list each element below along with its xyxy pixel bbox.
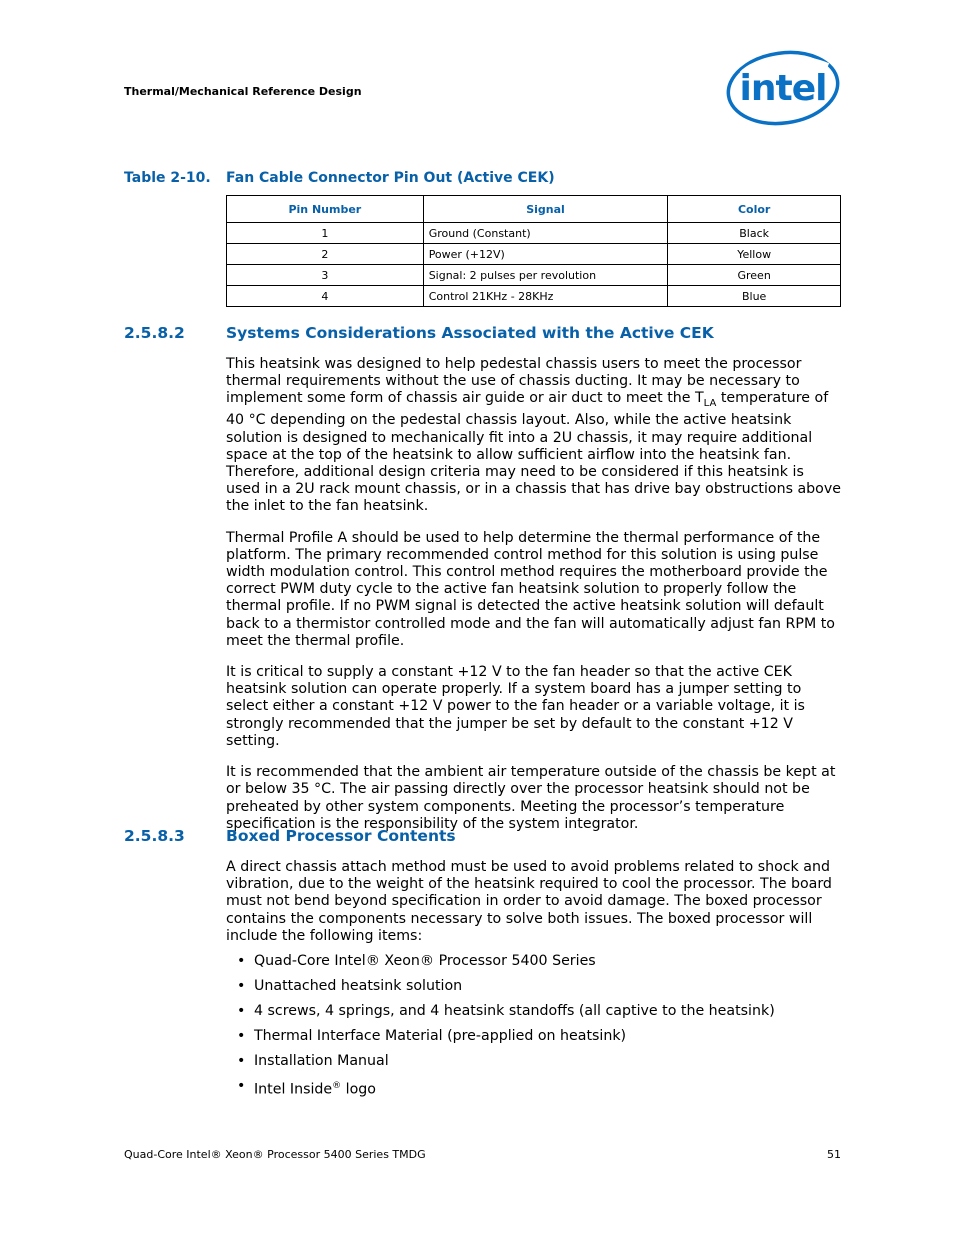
table-row	[227, 223, 841, 244]
color-cell: Black	[668, 223, 841, 244]
color-cell: Green	[668, 265, 841, 286]
section-number: 2.5.8.2	[124, 324, 185, 342]
paragraph: It is critical to supply a constant +12 V to the fan header so that the active CEK heatsink solution can operate properly. If a system board has a jumper setting to select either a constant +12 V power to the fan header or a variable voltage, it is strongly recommended that the jumper be set by default to the constant +12 V setting.	[226, 664, 805, 749]
pin-cell: 2	[227, 244, 424, 265]
column-header: Pin Number	[227, 196, 424, 223]
pin-out-table	[226, 195, 841, 307]
paragraph: Thermal Profile A should be used to help determine the thermal performance of the platform. The primary recommended control method for this solution is using pulse width modulation control. This control method requires the motherboard provide the correct PWM duty cycle to the active fan heatsink solution to properly follow the thermal profile. If no PWM signal is detected the active heatsink solution will default back to a thermistor controlled mode and the fan will automatically adjust fan RPM to meet the thermal profile.	[226, 529, 835, 649]
list-item	[226, 953, 842, 978]
list-item-text: Installation Manual	[254, 1053, 389, 1070]
list-item-text: 4 screws, 4 springs, and 4 heatsink standoffs (all captive to the heatsink)	[254, 1003, 775, 1020]
column-header: Signal	[423, 196, 668, 223]
paragraph	[226, 356, 842, 516]
bullet: •	[237, 978, 246, 995]
section-heading-2582	[124, 324, 714, 342]
subscript: LA	[703, 398, 717, 410]
pin-cell: 1	[227, 223, 424, 244]
list-item-text: Unattached heatsink solution	[254, 978, 463, 995]
signal-cell: Control 21KHz - 28KHz	[423, 286, 668, 307]
table-caption	[124, 170, 555, 186]
bullet: •	[237, 1028, 246, 1045]
bullet: •	[237, 1078, 246, 1095]
table-row	[227, 265, 841, 286]
signal-cell: Ground (Constant)	[423, 223, 668, 244]
list-item	[226, 978, 842, 1003]
page-number: 51	[827, 1148, 841, 1161]
list-item	[226, 1053, 842, 1078]
table-row	[227, 244, 841, 265]
table-header-row	[227, 196, 841, 223]
table-number: Table 2-10.	[124, 170, 211, 186]
table-title: Fan Cable Connector Pin Out (Active CEK)	[226, 170, 555, 186]
registered-mark: ®	[332, 1081, 342, 1092]
pin-cell: 3	[227, 265, 424, 286]
intel-logo	[724, 48, 842, 130]
section-2583-body	[226, 859, 842, 1103]
paragraph-text: temperature of 40 °C depending on the pedestal chassis layout. Also, while the active heatsink solution is designed to mechanically fit into a 2U chassis, it may require additional space at the top of the heatsink to allow sufficient airflow into the heatsink fan. Therefore, additional design criteria may need to be considered if this heatsink is used in a 2U rack mount chassis, or in a chassis that has drive bay obstructions above the inlet to the fan heatsink.	[226, 390, 841, 515]
list-item-text: Intel Inside	[254, 1081, 333, 1098]
running-header: Thermal/Mechanical Reference Design	[124, 85, 362, 98]
section-heading-2583	[124, 827, 456, 845]
list-item	[226, 1028, 842, 1053]
color-cell: Yellow	[668, 244, 841, 265]
bullet: •	[237, 1053, 246, 1070]
pin-cell: 4	[227, 286, 424, 307]
signal-cell: Power (+12V)	[423, 244, 668, 265]
list-item	[226, 1003, 842, 1028]
footer-doc-title: Quad-Core Intel® Xeon® Processor 5400 Series TMDG	[124, 1148, 426, 1161]
section-2582-body	[226, 356, 842, 847]
list-item	[226, 1078, 842, 1103]
contents-list	[226, 953, 842, 1103]
column-header: Color	[668, 196, 841, 223]
paragraph-text: This heatsink was designed to help pedestal chassis users to meet the processor thermal requirements without the use of chassis ducting. It may be necessary to implement some form of chassis air guide or air duct to meet the T	[226, 356, 802, 407]
paragraph: A direct chassis attach method must be used to avoid problems related to shock and vibration, due to the weight of the heatsink required to cool the processor. The board must not bend beyond specification in order to avoid damage. The boxed processor contains the components necessary to solve both issues. The boxed processor will include the following items:	[226, 859, 832, 944]
logo-text: intel	[739, 68, 827, 109]
section-number: 2.5.8.3	[124, 827, 185, 845]
table-row	[227, 286, 841, 307]
bullet: •	[237, 953, 246, 970]
list-item-text: logo	[341, 1081, 376, 1098]
color-cell: Blue	[668, 286, 841, 307]
paragraph: It is recommended that the ambient air temperature outside of the chassis be kept at or below 35 °C. The air passing directly over the processor heatsink should not be preheated by other system components. Meeting the processor’s temperature specification is the responsibility of the system integrator.	[226, 764, 836, 832]
section-title: Systems Considerations Associated with the Active CEK	[226, 324, 714, 342]
signal-cell: Signal: 2 pulses per revolution	[423, 265, 668, 286]
section-title: Boxed Processor Contents	[226, 827, 456, 845]
bullet: •	[237, 1003, 246, 1020]
list-item-text: Quad-Core Intel® Xeon® Processor 5400 Series	[254, 953, 596, 970]
list-item-text: Thermal Interface Material (pre-applied on heatsink)	[254, 1028, 627, 1045]
